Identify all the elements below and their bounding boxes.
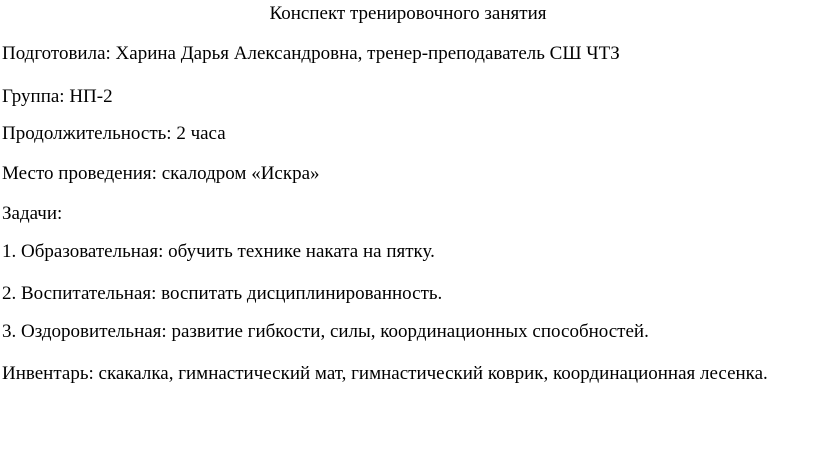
task-item-educational: 1. Образовательная: обучить технике наката на пятку. [2,241,435,262]
task-item-upbringing: 2. Воспитательная: воспитать дисциплинированность. [2,283,443,304]
location-line: Место проведения: скалодром «Искра» [2,163,320,184]
inventory-paragraph: Инвентарь: скакалка, гимнастический мат, гимнастический коврик, координационная лесенка. [2,363,768,384]
prepared-by-line: Подготовила: Харина Дарья Александровна, тренер-преподаватель СШ ЧТЗ [2,43,620,64]
duration-line: Продолжительность: 2 часа [2,123,226,144]
group-line: Группа: НП-2 [2,86,113,107]
tasks-heading: Задачи: [2,203,63,224]
task-item-health: 3. Оздоровительная: развитие гибкости, силы, координационных способностей. [2,321,649,342]
document-title: Конспект тренировочного занятия [269,3,547,24]
